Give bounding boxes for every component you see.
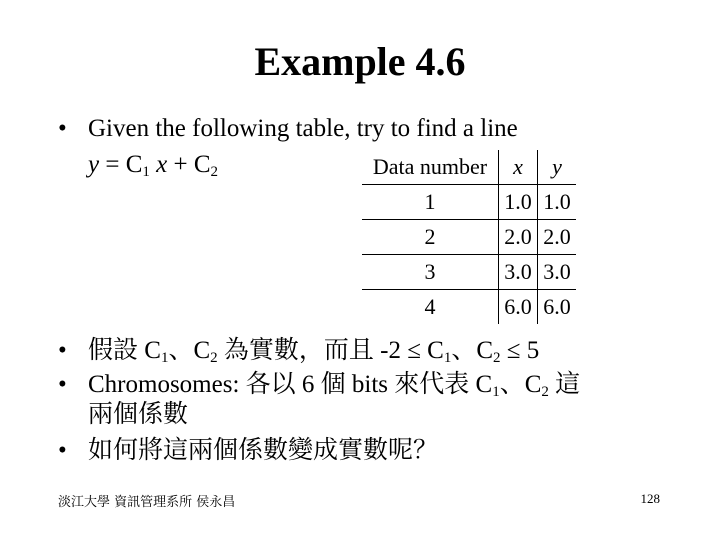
bullet-4 — [58, 436, 438, 466]
header-y — [538, 150, 577, 185]
eq-x: x — [156, 151, 168, 178]
table-cell: 1.0 — [538, 185, 577, 220]
b3-part: Chromosomes: 各以 6 個 bits 來代表 C — [88, 371, 493, 398]
b2-part: 、C — [451, 337, 494, 364]
table-row — [362, 255, 576, 290]
b2-sub: 2 — [210, 350, 218, 366]
table-row — [362, 220, 576, 255]
b2-part: 假設 C — [88, 337, 161, 364]
bullet-1 — [58, 114, 518, 144]
data-table — [362, 150, 576, 324]
table-cell: 1.0 — [499, 185, 538, 220]
table-cell: 4 — [362, 290, 499, 325]
table-row — [362, 185, 576, 220]
bullet-3-continuation: 兩個係數 — [88, 401, 189, 428]
b2-part: 為實數，而且 -2 ≤ C — [217, 337, 444, 364]
header-x — [499, 150, 538, 185]
footer-author: 淡江大學 資訊管理系所 侯永昌 — [58, 495, 236, 510]
b2-sub: 1 — [443, 350, 452, 366]
table-cell: 3.0 — [499, 255, 538, 290]
bullet-1-text: Given the following table, try to find a line — [88, 115, 518, 142]
table-cell: 2 — [362, 220, 499, 255]
header-y-text: y — [552, 154, 562, 179]
table-cell: 2.0 — [499, 220, 538, 255]
bullet-2 — [58, 336, 539, 366]
bullet-4-text: 如何將這兩個係數變成實數呢？ — [88, 437, 439, 464]
b2-part: ≤ 5 — [500, 337, 540, 364]
b3-sub: 1 — [492, 384, 500, 400]
header-data-number: Data number — [362, 150, 499, 185]
eq-sub1: 1 — [142, 164, 150, 180]
eq-c1: = C — [105, 151, 143, 178]
bullet-3 — [58, 370, 580, 400]
table-cell: 3 — [362, 255, 499, 290]
table-cell: 6.0 — [538, 290, 577, 325]
table-cell: 2.0 — [538, 220, 577, 255]
eq-y: y — [88, 151, 100, 178]
b2-part: 、C — [168, 337, 211, 364]
bullet-dot: • — [58, 337, 67, 364]
b2-sub: 1 — [160, 350, 169, 366]
slide-title: Example 4.6 — [254, 39, 466, 84]
b3-part: 這 — [548, 371, 581, 398]
bullet-dot: • — [58, 115, 67, 142]
b3-sub: 2 — [541, 384, 549, 400]
eq-c2: + C — [173, 151, 211, 178]
line-equation — [88, 150, 218, 180]
table-cell: 6.0 — [499, 290, 538, 325]
bullet-dot: • — [58, 371, 67, 398]
table-cell: 1 — [362, 185, 499, 220]
table-row — [362, 290, 576, 325]
table-cell: 3.0 — [538, 255, 577, 290]
b2-sub: 2 — [493, 350, 501, 366]
bullet-dot: • — [58, 437, 67, 464]
eq-sub2: 2 — [210, 164, 219, 180]
table-header-row — [362, 150, 576, 185]
b3-part: 、C — [499, 371, 542, 398]
page-number: 128 — [640, 491, 660, 506]
header-x-text: x — [513, 154, 523, 179]
